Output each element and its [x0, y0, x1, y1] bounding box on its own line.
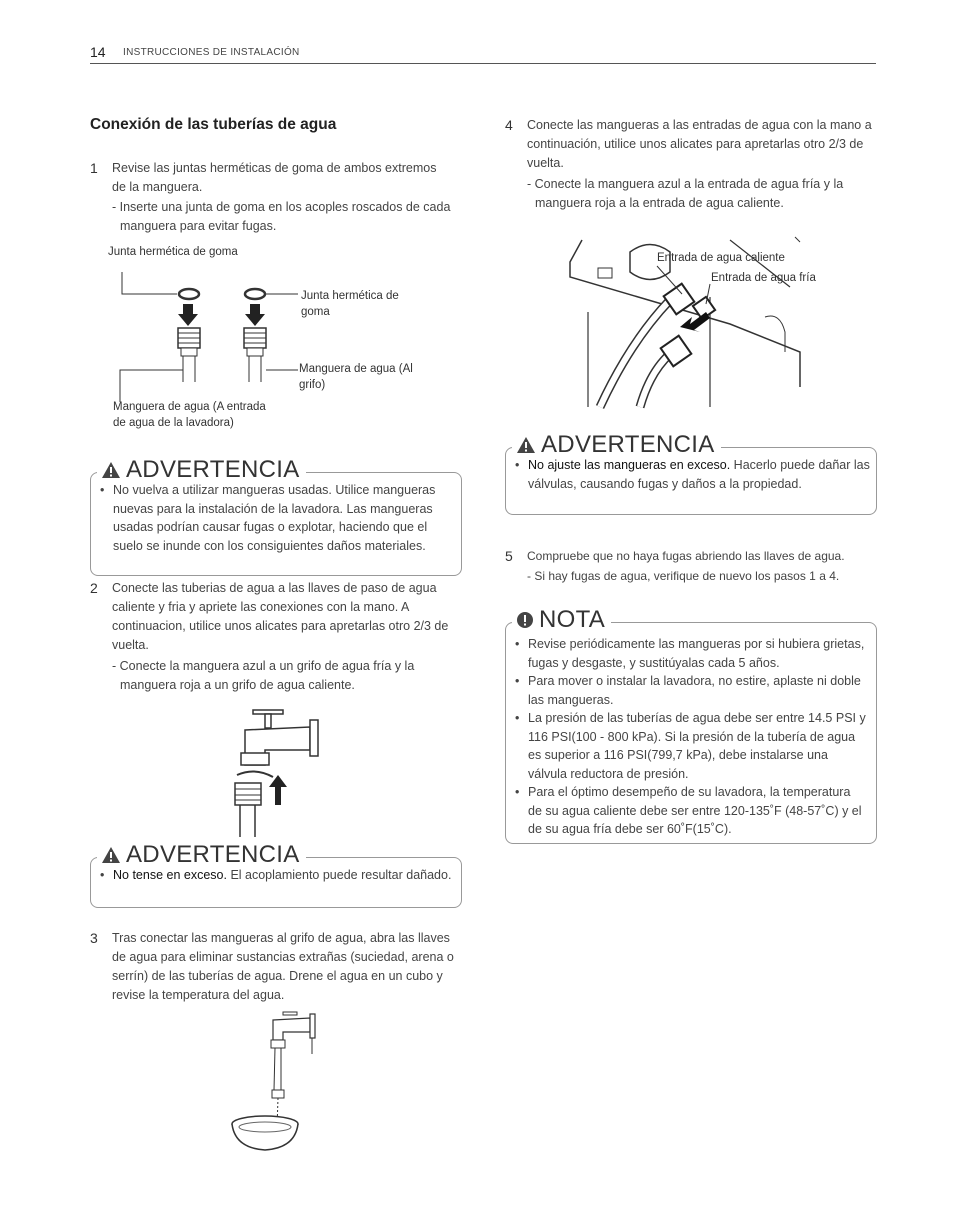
note-title: NOTA — [539, 606, 606, 633]
note-item: • Revise periódicamente las mangueras por si hubiera grietas, fugas y desgaste, y sustitúyalas cada 5 años. — [515, 635, 867, 672]
faucet-bucket-figure — [225, 1008, 345, 1158]
warning-box-3 — [505, 431, 877, 515]
warning-triangle-icon — [101, 461, 121, 479]
faucet-figure — [225, 705, 345, 845]
step-number: 3 — [90, 930, 98, 946]
warning-box-2 — [90, 841, 462, 908]
step-text: Conecte las mangueras a las entradas de agua con la mano a continuación, utilice unos alicates para apretarlas otro 2/3 de vuelta. — [527, 118, 872, 170]
note-item: • Para el óptimo desempeño de su lavadora, la temperatura de su agua caliente debe ser entre 120-135˚F (48-57˚C) y el de su agua fría debe ser 60˚F(15˚C). — [515, 783, 867, 839]
step-4-sub: - Conecte la manguera azul a la entrada de agua fría y la manguera roja a la entrada de agua caliente. — [527, 177, 844, 210]
warning-strong: No tense en exceso. — [113, 868, 227, 882]
warning-triangle-icon — [101, 846, 121, 864]
warning-title: ADVERTENCIA — [541, 431, 715, 458]
label-hose-faucet: Manguera de agua (Al grifo) — [299, 363, 413, 391]
step-number: 4 — [505, 117, 513, 133]
step-5-sub: - Si hay fugas de agua, verifique de nuevo los pasos 1 a 4. — [527, 569, 840, 583]
section-title: Conexión de las tuberías de agua — [90, 116, 337, 133]
warning-title: ADVERTENCIA — [126, 841, 300, 868]
note-item: • Para mover o instalar la lavadora, no estire, aplaste ni doble las mangueras. — [515, 672, 867, 709]
step-4 — [505, 116, 877, 173]
step-text: Tras conectar las mangueras al grifo de agua, abra las llaves de agua para eliminar sustancias extrañas (suciedad, arena o serrín) de las tuberías de agua. Drene el agua en un cubo y revise la temperatura del agua. — [112, 931, 454, 1002]
warning-box-1 — [90, 456, 462, 576]
exclamation-circle-icon — [516, 611, 534, 629]
step-text: Compruebe que no haya fugas abriendo las llaves de agua. — [527, 549, 845, 563]
step-text: Conecte las tuberias de agua a las llaves de paso de agua caliente y fria y apriete las conexiones con la mano. A continuacion, utilice unos alicates para apretarlas otro 2/3 de vuelta. — [112, 581, 449, 652]
page-number: 14 — [90, 44, 106, 60]
step-number: 2 — [90, 580, 98, 596]
label-gasket-left: Junta hermética de goma — [108, 246, 238, 258]
label-hose-washer: Manguera de agua (A entrada de agua de la lavadora) — [113, 401, 266, 429]
label-gasket-right: Junta hermética de goma — [301, 290, 399, 318]
step-1-sub: - Inserte una junta de goma en los acoples roscados de cada manguera para evitar fugas. — [112, 200, 451, 233]
warning-strong: No ajuste las mangueras en exceso. — [528, 458, 731, 472]
step-5 — [505, 547, 877, 566]
label-hot-inlet: Entrada de agua caliente — [657, 252, 785, 264]
warning-text: El acoplamiento puede resultar dañado. — [226, 868, 452, 882]
warning-triangle-icon — [516, 436, 536, 454]
header-title: INSTRUCCIONES DE INSTALACIÓN — [123, 47, 300, 58]
warning-title: ADVERTENCIA — [126, 456, 300, 483]
warning-text: Hacerlo puede dañar las válvulas, causando fugas y daños a la propiedad. — [528, 458, 870, 491]
step-2-sub: - Conecte la manguera azul a un grifo de agua fría y la manguera roja a un grifo de agua caliente. — [112, 659, 415, 692]
step-2 — [90, 579, 462, 655]
step-number: 5 — [505, 548, 513, 564]
warning-text: • No vuelva a utilizar mangueras usadas. Utilice mangueras nuevas para la instalación de la lavadora. Las mangueras usadas podrían causar fugas o explotar, haciendo que el suelo se inunde con los consiguientes daños materiales. — [100, 481, 455, 555]
note-box — [505, 606, 877, 844]
step-1 — [90, 159, 452, 197]
label-cold-inlet: Entrada de agua fría — [711, 272, 816, 284]
note-item: • La presión de las tuberías de agua debe ser entre 14.5 PSI y 116 PSI(100 - 800 kPa). Si la presión de la tubería de agua es superior a 116 PSI(799,7 kPa), debe instalarse una válvula reductora de presión. — [515, 709, 867, 783]
step-text: Revise las juntas herméticas de goma de ambos extremos de la manguera. — [112, 161, 437, 194]
step-3 — [90, 929, 462, 1005]
page-header — [90, 44, 876, 64]
step-number: 1 — [90, 160, 98, 176]
